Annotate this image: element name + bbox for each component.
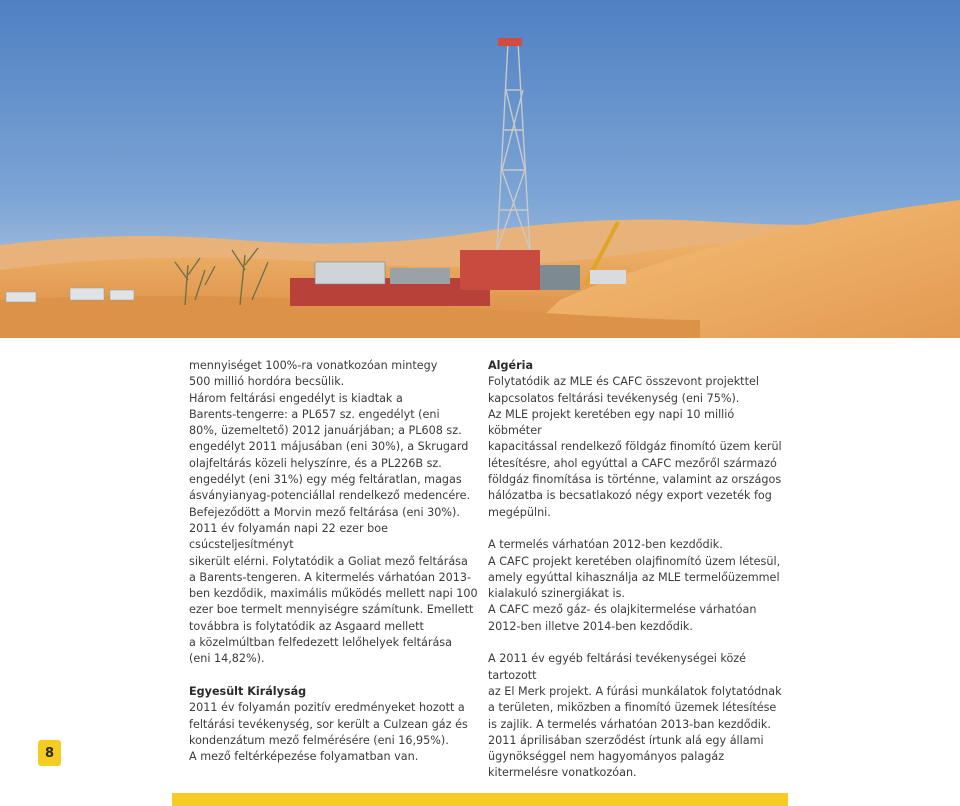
body-line: A 2011 év egyéb feltárási tevékenységei közé tartozott: [488, 652, 747, 682]
body-line: 500 millió hordóra becsülik.: [189, 375, 345, 389]
footer-accent-bar: [172, 793, 788, 806]
body-line: a területen, miközben a finomító üzemek létesítése: [488, 701, 777, 715]
body-line: földgáz finomítása is történne, valamint az országos: [488, 473, 782, 487]
section-heading-uk: Egyesült Királyság: [189, 684, 307, 698]
body-line: 2012-ben illetve 2014-ben kezdődik.: [488, 619, 693, 633]
body-line: kapcsolatos feltárási tevékenység (eni 75%).: [488, 391, 740, 405]
left-text-column: [189, 358, 481, 765]
paragraph-gap: [488, 635, 788, 651]
paragraph-gap: [189, 668, 481, 684]
body-line: mennyiséget 100%-ra vonatkozóan mintegy: [189, 359, 438, 372]
body-line: továbbra is folytatódik az Asgaard mellett: [189, 619, 424, 633]
body-line: engedélyt 2011 májusában (eni 30%), a Skrugard: [189, 440, 469, 454]
body-line: kapacitással rendelkező földgáz finomító üzem kerül: [488, 440, 782, 454]
body-line: 2011 év folyamán napi 22 ezer boe csúcsteljesítményt: [189, 521, 388, 552]
body-line: 80%, üzemeltető) 2012 januárjában; a PL608 sz.: [189, 424, 462, 438]
body-line: hálózatba is becsatlakozó négy export vezeték fog: [488, 489, 772, 503]
body-line: amely egyúttal kihasználja az MLE termelőüzemmel: [488, 570, 780, 584]
body-line: Barents-tengerre: a PL657 sz. engedélyt (eni: [189, 407, 440, 421]
body-line: A CAFC projekt keretében olajfinomító üzem létesül,: [488, 554, 781, 568]
body-line: engedélyt (eni 31%) egy még feltáratlan, magas: [189, 473, 462, 487]
hero-photo-desert-drilling-rig: [0, 0, 960, 338]
body-line: megépülni.: [488, 505, 551, 519]
body-line: Az MLE projekt keretében egy napi 10 millió köbméter: [488, 407, 735, 438]
body-line: A termelés várhatóan 2012-ben kezdődik.: [488, 538, 723, 552]
page-number-badge: 8: [38, 740, 61, 766]
body-line: Három feltárási engedélyt is kiadtak a: [189, 391, 403, 405]
body-line: a Barents-tengeren. A kitermelés várhatóan 2013-: [189, 570, 471, 584]
body-line: olajfeltárás közeli helyszínre, és a PL226B sz.: [189, 456, 442, 470]
body-line: Befejeződött a Morvin mező feltárása (eni 30%).: [189, 505, 460, 519]
body-line: Folytatódik az MLE és CAFC összevont projekttel: [488, 375, 759, 389]
body-line: (eni 14,82%).: [189, 652, 265, 666]
body-line: A mező feltérképezése folyamatban van.: [189, 750, 419, 764]
body-line: ezer boe termelt mennyiségre számítunk. Emellett: [189, 603, 474, 617]
body-line: ásványianyag-potenciállal rendelkező medencére.: [189, 489, 471, 503]
body-line: feltárási tevékenység, sor került a Culzean gáz és: [189, 717, 468, 731]
body-line: kialakuló szinergiákat is.: [488, 587, 625, 601]
section-heading-algeria: Algéria: [488, 359, 533, 372]
body-line: a közelmúltban felfedezett lelőhelyek feltárása: [189, 636, 452, 650]
body-line: 2011 áprilisában szerződést írtunk alá egy állami: [488, 733, 764, 747]
body-line: sikerült elérni. Folytatódik a Goliat mező feltárása: [189, 554, 468, 568]
body-line: ügynökséggel nem hagyományos palagáz: [488, 750, 725, 764]
body-line: ben kezdődik, maximális működés mellett napi 100: [189, 587, 478, 601]
paragraph-gap: [488, 521, 788, 537]
body-line: az El Merk projekt. A fúrási munkálatok folytatódnak: [488, 684, 782, 698]
right-text-column: [488, 358, 788, 782]
body-line: 2011 év folyamán pozitív eredményeket hozott a: [189, 701, 465, 715]
body-line: is zajlik. A termelés várhatóan 2013-ban kezdődik.: [488, 717, 771, 731]
body-line: létesítésre, ahol egyúttal a CAFC mezőről származó: [488, 456, 777, 470]
body-line: kondenzátum mező felmérésére (eni 16,95%).: [189, 733, 449, 747]
body-line: A CAFC mező gáz- és olajkitermelése várhatóan: [488, 603, 757, 617]
body-line: kitermelésre vonatkozóan.: [488, 766, 637, 780]
